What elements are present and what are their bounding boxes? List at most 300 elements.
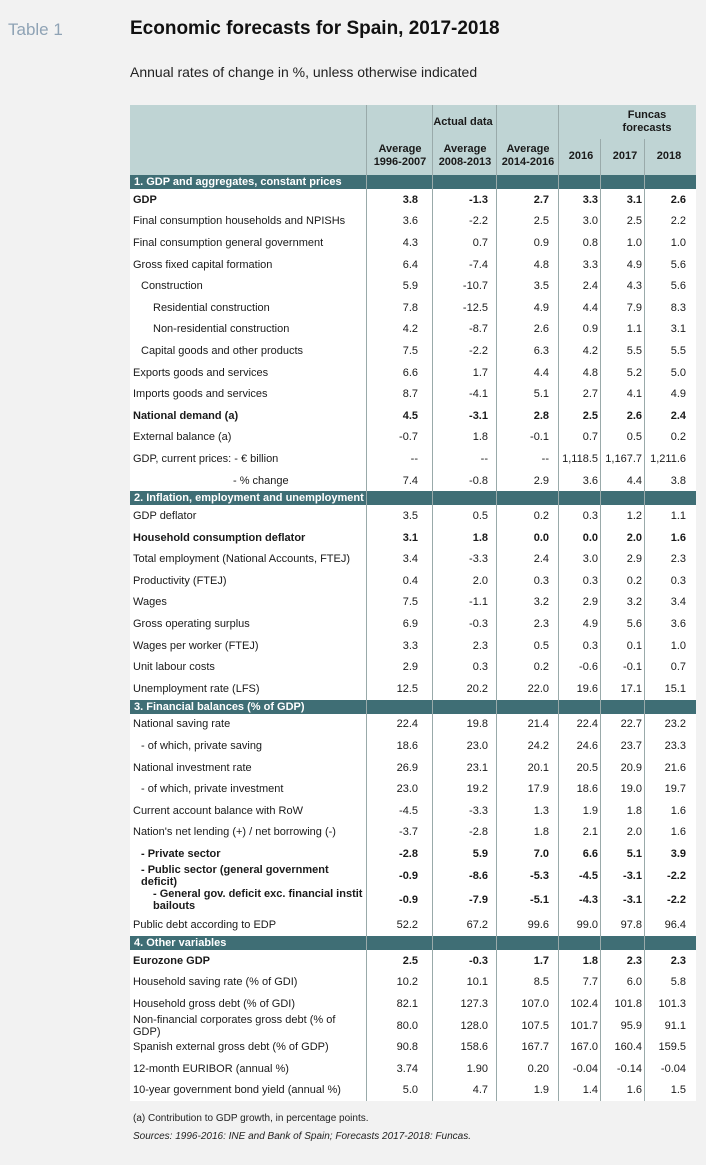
cell-value: 5.6 bbox=[670, 280, 686, 293]
cell-value: 23.0 bbox=[466, 740, 488, 753]
cell-value: -8.7 bbox=[469, 323, 488, 336]
table-row bbox=[130, 735, 696, 757]
cell-value: 167.0 bbox=[570, 1041, 598, 1054]
cell-value: 107.0 bbox=[521, 997, 549, 1010]
cell-value: 3.2 bbox=[533, 596, 549, 609]
cell-value: 12.5 bbox=[396, 682, 418, 695]
cell-value: 1.8 bbox=[533, 826, 549, 839]
actual-data-header: Actual data bbox=[433, 116, 493, 128]
cell-value: 4.8 bbox=[582, 366, 598, 379]
cell-value: 0.2 bbox=[533, 661, 549, 674]
cell-value: 107.5 bbox=[521, 1019, 549, 1032]
table-row bbox=[130, 592, 696, 614]
cell-value: 4.9 bbox=[582, 618, 598, 631]
cell-value: -- bbox=[541, 452, 549, 465]
cell-value: 6.6 bbox=[582, 848, 598, 861]
cell-value: 3.0 bbox=[582, 553, 598, 566]
cell-value: 2.4 bbox=[582, 280, 598, 293]
cell-value: 2.7 bbox=[533, 193, 549, 206]
column-divider bbox=[366, 105, 367, 1101]
cell-value: 20.9 bbox=[620, 761, 642, 774]
row-label: GDP bbox=[133, 193, 157, 206]
cell-value: 0.7 bbox=[582, 431, 598, 444]
table-row bbox=[130, 778, 696, 800]
cell-value: 2.9 bbox=[626, 553, 642, 566]
cell-value: 159.5 bbox=[658, 1041, 686, 1054]
cell-value: -0.8 bbox=[469, 474, 488, 487]
column-divider bbox=[432, 105, 433, 1101]
cell-value: 0.3 bbox=[582, 510, 598, 523]
cell-value: 2.3 bbox=[533, 618, 549, 631]
table-row bbox=[130, 570, 696, 592]
cell-value: 8.5 bbox=[533, 976, 549, 989]
cell-value: 2.1 bbox=[582, 826, 598, 839]
cell-value: 0.7 bbox=[472, 236, 488, 249]
cell-value: 5.0 bbox=[670, 366, 686, 379]
row-label: External balance (a) bbox=[133, 431, 232, 444]
cell-value: 1.6 bbox=[670, 804, 686, 817]
cell-value: 67.2 bbox=[466, 919, 488, 932]
cell-value: -2.8 bbox=[399, 848, 418, 861]
cell-value: -0.3 bbox=[469, 954, 488, 967]
cell-value: 2.6 bbox=[533, 323, 549, 336]
row-label: Public debt according to EDP bbox=[133, 919, 277, 932]
cell-value: 96.4 bbox=[664, 919, 686, 932]
cell-value: -0.3 bbox=[469, 618, 488, 631]
cell-value: 6.9 bbox=[402, 618, 418, 631]
cell-value: 127.3 bbox=[460, 997, 488, 1010]
cell-value: -4.1 bbox=[469, 388, 488, 401]
cell-value: -5.3 bbox=[530, 869, 549, 882]
row-label: Eurozone GDP bbox=[133, 954, 211, 967]
cell-value: 0.7 bbox=[670, 661, 686, 674]
table-row bbox=[130, 635, 696, 657]
cell-value: 3.6 bbox=[402, 215, 418, 228]
cell-value: 80.0 bbox=[396, 1019, 418, 1032]
cell-value: 5.5 bbox=[670, 344, 686, 357]
table-row bbox=[130, 757, 696, 779]
cell-value: 5.1 bbox=[533, 388, 549, 401]
cell-value: 23.2 bbox=[664, 718, 686, 731]
cell-value: 2.6 bbox=[626, 409, 642, 422]
cell-value: 8.7 bbox=[402, 388, 418, 401]
header-row-groups bbox=[130, 105, 696, 139]
cell-value: 0.0 bbox=[582, 531, 598, 544]
cell-value: 8.3 bbox=[670, 301, 686, 314]
cell-value: 6.6 bbox=[402, 366, 418, 379]
cell-value: 5.2 bbox=[626, 366, 642, 379]
cell-value: 0.3 bbox=[472, 661, 488, 674]
cell-value: 0.3 bbox=[582, 639, 598, 652]
cell-value: -7.9 bbox=[469, 894, 488, 907]
row-label: Imports goods and services bbox=[133, 388, 268, 401]
cell-value: 99.0 bbox=[576, 919, 598, 932]
cell-value: 0.5 bbox=[533, 639, 549, 652]
row-label: Unemployment rate (LFS) bbox=[133, 682, 260, 695]
table-row bbox=[130, 527, 696, 549]
cell-value: 1.0 bbox=[670, 236, 686, 249]
cell-value: 4.2 bbox=[402, 323, 418, 336]
cell-value: 5.5 bbox=[626, 344, 642, 357]
cell-value: 6.0 bbox=[626, 976, 642, 989]
table-row bbox=[130, 232, 696, 254]
row-label: Non-residential construction bbox=[153, 323, 290, 336]
section-header: 4. Other variables bbox=[130, 936, 696, 950]
cell-value: 2.9 bbox=[582, 596, 598, 609]
table-row bbox=[130, 340, 696, 362]
row-label: Wages bbox=[133, 596, 167, 609]
cell-value: 4.4 bbox=[533, 366, 549, 379]
row-label: Nation's net lending (+) / net borrowing (-) bbox=[133, 826, 336, 839]
table-row bbox=[130, 1036, 696, 1058]
cell-value: 2.0 bbox=[626, 826, 642, 839]
cell-value: 4.4 bbox=[582, 301, 598, 314]
footnote: (a) Contribution to GDP growth, in percentage points. bbox=[133, 1113, 369, 1124]
cell-value: 1.0 bbox=[626, 236, 642, 249]
cell-value: 10.1 bbox=[466, 976, 488, 989]
cell-value: 5.6 bbox=[670, 258, 686, 271]
cell-value: 3.8 bbox=[402, 193, 418, 206]
row-label: Unit labour costs bbox=[133, 661, 215, 674]
cell-value: 21.6 bbox=[664, 761, 686, 774]
cell-value: -8.6 bbox=[469, 869, 488, 882]
cell-value: -7.4 bbox=[469, 258, 488, 271]
cell-value: 102.4 bbox=[570, 997, 598, 1010]
column-divider bbox=[644, 139, 645, 1101]
cell-value: 23.0 bbox=[396, 783, 418, 796]
cell-value: 160.4 bbox=[614, 1041, 642, 1054]
table-row bbox=[130, 362, 696, 384]
cell-value: -1.3 bbox=[469, 193, 488, 206]
cell-value: 95.9 bbox=[620, 1019, 642, 1032]
cell-value: 0.20 bbox=[527, 1062, 549, 1075]
cell-value: 3.0 bbox=[582, 215, 598, 228]
cell-value: -3.1 bbox=[469, 409, 488, 422]
table-body bbox=[130, 175, 696, 1101]
table-title: Economic forecasts for Spain, 2017-2018 bbox=[130, 18, 500, 39]
cell-value: 2.3 bbox=[626, 954, 642, 967]
cell-value: 4.9 bbox=[533, 301, 549, 314]
cell-value: 0.9 bbox=[582, 323, 598, 336]
col-header-2016: 2016 bbox=[568, 150, 594, 162]
row-label: National demand (a) bbox=[133, 409, 239, 422]
cell-value: 1.6 bbox=[670, 826, 686, 839]
cell-value: 6.4 bbox=[402, 258, 418, 271]
cell-value: 1.2 bbox=[626, 510, 642, 523]
row-label: - Private sector bbox=[141, 848, 221, 861]
cell-value: -10.7 bbox=[462, 280, 488, 293]
table-row bbox=[130, 914, 696, 936]
cell-value: -2.8 bbox=[469, 826, 488, 839]
column-divider bbox=[558, 105, 559, 1101]
cell-value: 22.7 bbox=[620, 718, 642, 731]
row-label: National investment rate bbox=[133, 761, 252, 774]
cell-value: 1,118.5 bbox=[562, 452, 598, 465]
cell-value: 99.6 bbox=[527, 919, 549, 932]
cell-value: 15.1 bbox=[664, 682, 686, 695]
table-row bbox=[130, 865, 696, 887]
cell-value: 2.5 bbox=[402, 954, 418, 967]
cell-value: 3.6 bbox=[582, 474, 598, 487]
cell-value: 1.7 bbox=[533, 954, 549, 967]
row-label: Wages per worker (FTEJ) bbox=[133, 639, 259, 652]
cell-value: 2.7 bbox=[582, 388, 598, 401]
cell-value: 2.0 bbox=[626, 531, 642, 544]
cell-value: 1.8 bbox=[472, 531, 488, 544]
cell-value: -0.04 bbox=[660, 1062, 686, 1075]
cell-value: -0.14 bbox=[616, 1062, 642, 1075]
cell-value: 2.5 bbox=[582, 409, 598, 422]
cell-value: 1.8 bbox=[472, 431, 488, 444]
row-label: Gross operating surplus bbox=[133, 618, 250, 631]
header-row-columns bbox=[130, 139, 696, 175]
cell-value: 3.3 bbox=[582, 258, 598, 271]
row-label: - of which, private investment bbox=[141, 783, 284, 796]
cell-value: -2.2 bbox=[469, 344, 488, 357]
cell-value: 22.4 bbox=[576, 718, 598, 731]
cell-value: 4.9 bbox=[626, 258, 642, 271]
cell-value: 6.3 bbox=[533, 344, 549, 357]
cell-value: 7.8 bbox=[402, 301, 418, 314]
column-divider bbox=[496, 105, 497, 1101]
row-label: Non-financial corporates gross debt (% of GDP) bbox=[133, 1013, 336, 1038]
cell-value: 1.8 bbox=[626, 804, 642, 817]
cell-value: 21.4 bbox=[527, 718, 549, 731]
cell-value: 3.74 bbox=[396, 1062, 418, 1075]
table-row bbox=[130, 714, 696, 736]
cell-value: 52.2 bbox=[396, 919, 418, 932]
cell-value: 3.4 bbox=[402, 553, 418, 566]
forecast-table bbox=[130, 105, 696, 1101]
cell-value: -- bbox=[410, 452, 418, 465]
table-row bbox=[130, 993, 696, 1015]
table-number-label: Table 1 bbox=[8, 20, 63, 39]
cell-value: 1.1 bbox=[626, 323, 642, 336]
table-row bbox=[130, 427, 696, 449]
table-row bbox=[130, 470, 696, 492]
cell-value: 1.3 bbox=[533, 804, 549, 817]
table-row bbox=[130, 656, 696, 678]
column-divider bbox=[600, 139, 601, 1101]
cell-value: 3.2 bbox=[626, 596, 642, 609]
cell-value: 0.3 bbox=[582, 574, 598, 587]
cell-value: 0.1 bbox=[626, 639, 642, 652]
cell-value: -3.1 bbox=[623, 869, 642, 882]
cell-value: 3.1 bbox=[402, 531, 418, 544]
cell-value: -0.9 bbox=[399, 894, 418, 907]
cell-value: -0.04 bbox=[572, 1062, 598, 1075]
cell-value: 0.5 bbox=[626, 431, 642, 444]
table-row bbox=[130, 405, 696, 427]
row-label: Spanish external gross debt (% of GDP) bbox=[133, 1041, 329, 1054]
row-label: Current account balance with RoW bbox=[133, 804, 303, 817]
cell-value: 5.8 bbox=[670, 976, 686, 989]
row-label: - % change bbox=[233, 474, 289, 487]
table-row bbox=[130, 843, 696, 865]
cell-value: -0.1 bbox=[530, 431, 549, 444]
cell-value: 2.6 bbox=[670, 193, 686, 206]
cell-value: 7.4 bbox=[402, 474, 418, 487]
cell-value: -2.2 bbox=[667, 869, 686, 882]
cell-value: -4.5 bbox=[579, 869, 598, 882]
table-row bbox=[130, 972, 696, 994]
cell-value: 4.2 bbox=[582, 344, 598, 357]
cell-value: 18.6 bbox=[576, 783, 598, 796]
cell-value: 4.9 bbox=[670, 388, 686, 401]
cell-value: 19.0 bbox=[620, 783, 642, 796]
row-label: Household gross debt (% of GDI) bbox=[133, 997, 296, 1010]
cell-value: 1.9 bbox=[533, 1084, 549, 1097]
cell-value: 90.8 bbox=[396, 1041, 418, 1054]
table-row bbox=[130, 448, 696, 470]
cell-value: 1.6 bbox=[626, 1084, 642, 1097]
cell-value: 3.3 bbox=[402, 639, 418, 652]
row-label: - of which, private saving bbox=[141, 740, 263, 753]
cell-value: 22.4 bbox=[396, 718, 418, 731]
cell-value: 23.3 bbox=[664, 740, 686, 753]
row-label: National saving rate bbox=[133, 718, 231, 731]
table-row bbox=[130, 549, 696, 571]
cell-value: 0.2 bbox=[626, 574, 642, 587]
cell-value: 20.2 bbox=[466, 682, 488, 695]
cell-value: 20.5 bbox=[576, 761, 598, 774]
cell-value: 3.6 bbox=[670, 618, 686, 631]
cell-value: 18.6 bbox=[396, 740, 418, 753]
cell-value: 0.9 bbox=[533, 236, 549, 249]
cell-value: -0.6 bbox=[579, 661, 598, 674]
funcas-forecasts-header: Funcas forecasts bbox=[622, 109, 672, 134]
table-row bbox=[130, 505, 696, 527]
cell-value: 23.7 bbox=[620, 740, 642, 753]
row-label: Construction bbox=[141, 280, 203, 293]
cell-value: 3.5 bbox=[402, 510, 418, 523]
cell-value: 5.1 bbox=[626, 848, 642, 861]
cell-value: 3.8 bbox=[670, 474, 686, 487]
cell-value: 2.9 bbox=[402, 661, 418, 674]
table-row bbox=[130, 1058, 696, 1080]
cell-value: -2.2 bbox=[469, 215, 488, 228]
cell-value: 3.4 bbox=[670, 596, 686, 609]
row-label: - General gov. deficit exc. financial instit bailouts bbox=[153, 888, 363, 913]
row-label: Final consumption households and NPISHs bbox=[133, 215, 346, 228]
cell-value: 1.90 bbox=[466, 1062, 488, 1075]
cell-value: 7.7 bbox=[582, 976, 598, 989]
row-label: Gross fixed capital formation bbox=[133, 258, 273, 271]
cell-value: 3.9 bbox=[670, 848, 686, 861]
cell-value: 17.9 bbox=[527, 783, 549, 796]
row-label: Household saving rate (% of GDI) bbox=[133, 976, 298, 989]
row-label: Total employment (National Accounts, FTEJ) bbox=[133, 553, 351, 566]
col-header-2017: 2017 bbox=[612, 150, 638, 162]
cell-value: 1.6 bbox=[670, 531, 686, 544]
table-row bbox=[130, 211, 696, 233]
cell-value: 1.4 bbox=[582, 1084, 598, 1097]
cell-value: 7.5 bbox=[402, 344, 418, 357]
col-header-avg-1996-2007: Average 1996-2007 bbox=[373, 143, 427, 168]
table-row bbox=[130, 1015, 696, 1037]
col-header-avg-2014-2016: Average 2014-2016 bbox=[501, 143, 555, 168]
cell-value: 0.8 bbox=[582, 236, 598, 249]
row-label: - Public sector (general government deficit) bbox=[141, 863, 329, 888]
cell-value: 101.8 bbox=[614, 997, 642, 1010]
cell-value: 5.0 bbox=[402, 1084, 418, 1097]
cell-value: 3.3 bbox=[582, 193, 598, 206]
cell-value: 0.4 bbox=[402, 574, 418, 587]
cell-value: 0.2 bbox=[670, 431, 686, 444]
cell-value: -0.7 bbox=[399, 431, 418, 444]
cell-value: 0.0 bbox=[533, 531, 549, 544]
cell-value: 5.9 bbox=[472, 848, 488, 861]
col-header-2018: 2018 bbox=[656, 150, 682, 162]
cell-value: 4.3 bbox=[626, 280, 642, 293]
table-row bbox=[130, 297, 696, 319]
cell-value: 1.0 bbox=[670, 639, 686, 652]
cell-value: 3.1 bbox=[626, 193, 642, 206]
cell-value: 2.3 bbox=[670, 553, 686, 566]
cell-value: 19.6 bbox=[576, 682, 598, 695]
cell-value: 2.4 bbox=[533, 553, 549, 566]
cell-value: 4.8 bbox=[533, 258, 549, 271]
cell-value: 0.3 bbox=[670, 574, 686, 587]
cell-value: -3.7 bbox=[399, 826, 418, 839]
table-row bbox=[130, 800, 696, 822]
cell-value: 3.5 bbox=[533, 280, 549, 293]
cell-value: 22.0 bbox=[527, 682, 549, 695]
section-header: 2. Inflation, employment and unemployment bbox=[130, 491, 696, 505]
cell-value: 4.1 bbox=[626, 388, 642, 401]
row-label: Residential construction bbox=[153, 301, 270, 314]
table-row bbox=[130, 254, 696, 276]
cell-value: -2.2 bbox=[667, 894, 686, 907]
cell-value: 2.3 bbox=[670, 954, 686, 967]
cell-value: 4.3 bbox=[402, 236, 418, 249]
cell-value: 10.2 bbox=[396, 976, 418, 989]
cell-value: -12.5 bbox=[462, 301, 488, 314]
cell-value: 2.2 bbox=[670, 215, 686, 228]
cell-value: 158.6 bbox=[460, 1041, 488, 1054]
cell-value: 7.9 bbox=[626, 301, 642, 314]
cell-value: -5.1 bbox=[530, 894, 549, 907]
table-row bbox=[130, 613, 696, 635]
cell-value: 24.2 bbox=[527, 740, 549, 753]
row-label: GDP, current prices: - € billion bbox=[133, 452, 279, 465]
table-row bbox=[130, 189, 696, 211]
cell-value: 4.4 bbox=[626, 474, 642, 487]
cell-value: 2.3 bbox=[472, 639, 488, 652]
cell-value: 7.5 bbox=[402, 596, 418, 609]
cell-value: 128.0 bbox=[460, 1019, 488, 1032]
cell-value: 0.5 bbox=[472, 510, 488, 523]
cell-value: 0.2 bbox=[533, 510, 549, 523]
cell-value: 17.1 bbox=[620, 682, 642, 695]
cell-value: 2.4 bbox=[670, 409, 686, 422]
row-label: 10-year government bond yield (annual %) bbox=[133, 1084, 341, 1097]
cell-value: 24.6 bbox=[576, 740, 598, 753]
section-header: 1. GDP and aggregates, constant prices bbox=[130, 175, 696, 189]
cell-value: -- bbox=[480, 452, 488, 465]
cell-value: -0.9 bbox=[399, 869, 418, 882]
cell-value: 7.0 bbox=[533, 848, 549, 861]
cell-value: 101.3 bbox=[658, 997, 686, 1010]
cell-value: 1.7 bbox=[472, 366, 488, 379]
row-label: Final consumption general government bbox=[133, 236, 324, 249]
cell-value: 1,167.7 bbox=[605, 452, 642, 465]
cell-value: 91.1 bbox=[664, 1019, 686, 1032]
table-row bbox=[130, 319, 696, 341]
cell-value: 5.6 bbox=[626, 618, 642, 631]
cell-value: 97.8 bbox=[620, 919, 642, 932]
col-header-avg-2008-2013: Average 2008-2013 bbox=[438, 143, 492, 168]
